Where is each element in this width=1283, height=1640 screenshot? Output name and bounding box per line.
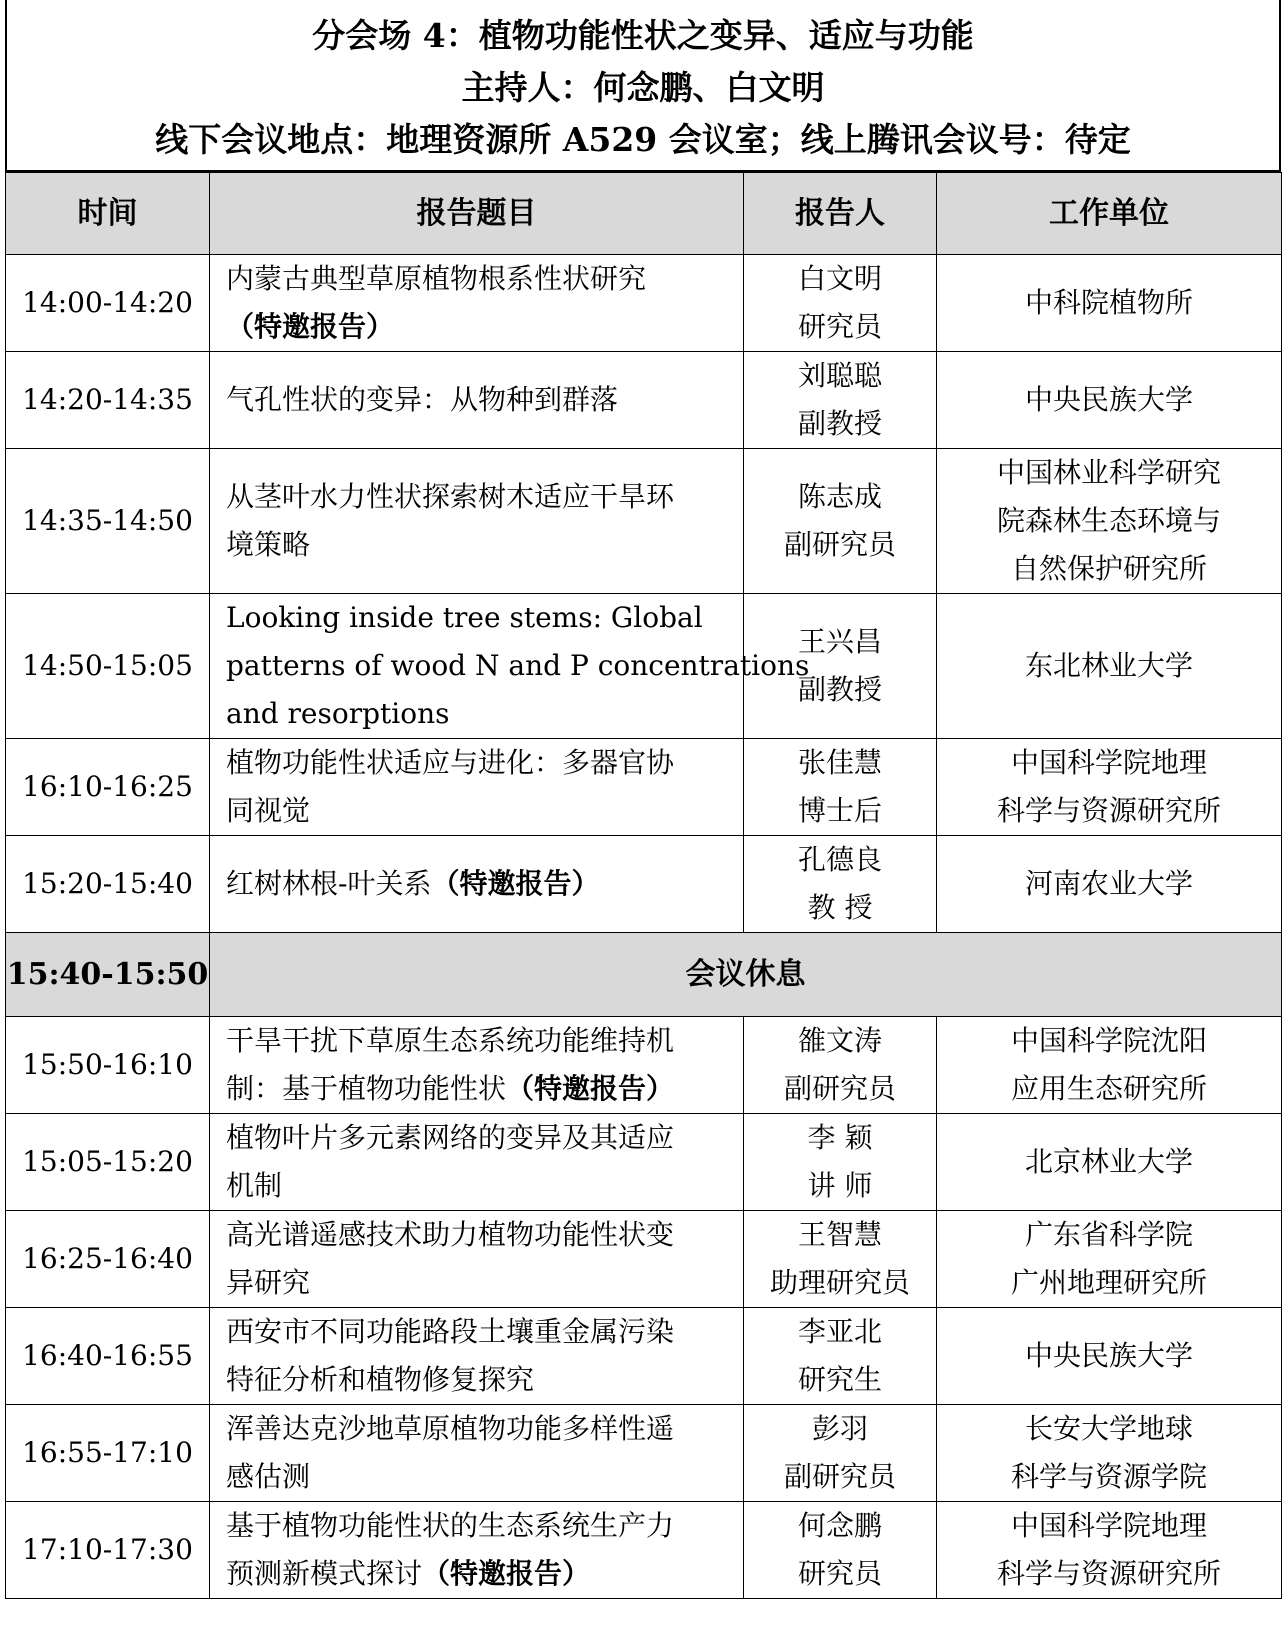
break-time: 15:40-15:50 bbox=[6, 933, 210, 1017]
topic-line: 制：基于植物功能性状（特邀报告） bbox=[226, 1072, 675, 1105]
org-cell bbox=[937, 594, 1282, 739]
org-line: 科学与资源研究所 bbox=[996, 794, 1221, 827]
org-cell bbox=[937, 1502, 1282, 1599]
speaker-line: 助理研究员 bbox=[769, 1266, 910, 1299]
invited-badge: （特邀报告） bbox=[506, 1072, 675, 1105]
speaker-line: 张佳慧 bbox=[797, 746, 882, 779]
topic-cell bbox=[210, 739, 744, 836]
table-row bbox=[6, 1017, 1282, 1114]
topic-line: 内蒙古典型草原植物根系性状研究 bbox=[226, 262, 647, 295]
speaker-cell bbox=[744, 1211, 937, 1308]
topic-line: 特征分析和植物修复探究 bbox=[226, 1363, 535, 1396]
speaker-line: 副教授 bbox=[797, 407, 882, 440]
topic-line: 基于植物功能性状的生态系统生产力 bbox=[226, 1509, 675, 1542]
table-row bbox=[6, 739, 1282, 836]
topic-cell bbox=[210, 255, 744, 352]
speaker-line: 副教授 bbox=[797, 673, 882, 706]
speaker-cell bbox=[744, 1017, 937, 1114]
topic-line: 干旱干扰下草原生态系统功能维持机 bbox=[226, 1024, 675, 1057]
time-cell: 16:40-16:55 bbox=[6, 1308, 210, 1405]
org-line: 河南农业大学 bbox=[1024, 867, 1193, 900]
org-cell bbox=[937, 739, 1282, 836]
org-line: 广州地理研究所 bbox=[1010, 1266, 1207, 1299]
speaker-line: 副研究员 bbox=[783, 1072, 896, 1105]
topic-line: 浑善达克沙地草原植物功能多样性遥 bbox=[226, 1412, 675, 1445]
org-line: 长安大学地球 bbox=[1024, 1412, 1193, 1445]
topic-line: patterns of wood N and P concentrations bbox=[226, 649, 810, 682]
org-line: 中国林业科学研究 bbox=[996, 456, 1221, 489]
table-row bbox=[6, 836, 1282, 933]
speaker-line: 孔德良 bbox=[797, 843, 882, 876]
speaker-line: 彭羽 bbox=[811, 1412, 868, 1445]
time-cell: 16:55-17:10 bbox=[6, 1405, 210, 1502]
speaker-line: 王智慧 bbox=[797, 1218, 882, 1251]
org-line: 中科院植物所 bbox=[1024, 286, 1193, 319]
speaker-line: 教 授 bbox=[807, 891, 873, 924]
topic-cell bbox=[210, 594, 810, 739]
time-cell: 15:05-15:20 bbox=[6, 1114, 210, 1211]
table-row bbox=[6, 1114, 1282, 1211]
topic-line: 植物功能性状适应与进化：多器官协 bbox=[226, 746, 675, 779]
topic-line: 从茎叶水力性状探索树木适应干旱环 bbox=[226, 480, 675, 513]
speaker-cell bbox=[744, 1308, 937, 1405]
speaker-line: 何念鹏 bbox=[797, 1509, 882, 1542]
topic-cell bbox=[210, 836, 744, 933]
topic-line: 高光谱遥感技术助力植物功能性状变 bbox=[226, 1218, 675, 1251]
table-row bbox=[6, 255, 1282, 352]
org-line: 科学与资源学院 bbox=[1010, 1460, 1207, 1493]
org-cell bbox=[937, 1308, 1282, 1405]
time-cell: 14:35-14:50 bbox=[6, 449, 210, 594]
topic-line: 红树林根-叶关系（特邀报告） bbox=[226, 867, 600, 900]
topic-cell bbox=[210, 1308, 744, 1405]
org-cell bbox=[937, 352, 1282, 449]
org-cell bbox=[937, 449, 1282, 594]
topic-cell bbox=[210, 352, 744, 449]
speaker-line: 研究员 bbox=[797, 1557, 882, 1590]
org-line: 中央民族大学 bbox=[1024, 383, 1193, 416]
topic-line: 预测新模式探讨（特邀报告） bbox=[226, 1557, 591, 1590]
time-cell: 15:50-16:10 bbox=[6, 1017, 210, 1114]
time-cell: 16:25-16:40 bbox=[6, 1211, 210, 1308]
schedule-body bbox=[6, 173, 1282, 1599]
break-label: 会议休息 bbox=[210, 933, 1282, 1017]
topic-line: 境策略 bbox=[226, 528, 311, 561]
topic-line: 同视觉 bbox=[226, 794, 311, 827]
org-cell bbox=[937, 1017, 1282, 1114]
session-header bbox=[5, 0, 1281, 172]
topic-line: 机制 bbox=[226, 1169, 283, 1202]
table-row bbox=[6, 1502, 1282, 1599]
speaker-cell bbox=[744, 739, 937, 836]
topic-cell bbox=[210, 1405, 744, 1502]
org-line: 中央民族大学 bbox=[1024, 1339, 1193, 1372]
time-cell: 14:50-15:05 bbox=[6, 594, 210, 739]
column-header-speaker: 报告人 bbox=[744, 173, 937, 255]
schedule-table bbox=[5, 172, 1282, 1599]
org-line: 北京林业大学 bbox=[1024, 1145, 1193, 1178]
org-line: 中国科学院沈阳 bbox=[1010, 1024, 1207, 1057]
org-line: 应用生态研究所 bbox=[1010, 1072, 1207, 1105]
speaker-line: 副研究员 bbox=[783, 528, 896, 561]
topic-line: and resorptions bbox=[226, 697, 450, 730]
topic-line: 植物叶片多元素网络的变异及其适应 bbox=[226, 1121, 675, 1154]
topic-line: 气孔性状的变异：从物种到群落 bbox=[226, 383, 619, 416]
time-cell: 14:00-14:20 bbox=[6, 255, 210, 352]
speaker-line: 研究生 bbox=[797, 1363, 882, 1396]
org-line: 中国科学院地理 bbox=[1010, 1509, 1207, 1542]
session-hosts: 主持人：何念鹏、白文明 bbox=[461, 68, 825, 107]
session-venue: 线下会议地点：地理资源所 A529 会议室；线上腾讯会议号：待定 bbox=[155, 120, 1131, 159]
session-title: 分会场 4：植物功能性状之变异、适应与功能 bbox=[312, 16, 974, 55]
invited-badge: （特邀报告） bbox=[226, 310, 395, 343]
speaker-line: 讲 师 bbox=[807, 1169, 873, 1202]
speaker-line: 副研究员 bbox=[783, 1460, 896, 1493]
org-cell bbox=[937, 836, 1282, 933]
org-line: 院森林生态环境与 bbox=[996, 504, 1221, 537]
invited-badge: （特邀报告） bbox=[431, 867, 600, 900]
speaker-line: 李亚北 bbox=[797, 1315, 882, 1348]
speaker-line: 雒文涛 bbox=[797, 1024, 882, 1057]
org-cell bbox=[937, 1114, 1282, 1211]
speaker-line: 王兴昌 bbox=[797, 625, 882, 658]
speaker-cell bbox=[744, 836, 937, 933]
column-header-org: 工作单位 bbox=[937, 173, 1282, 255]
schedule-sheet bbox=[5, 0, 1281, 1599]
org-cell bbox=[937, 1211, 1282, 1308]
table-row bbox=[6, 352, 1282, 449]
column-header-topic: 报告题目 bbox=[210, 173, 744, 255]
invited-badge: （特邀报告） bbox=[422, 1557, 591, 1590]
topic-line: 感估测 bbox=[226, 1460, 311, 1493]
time-cell: 17:10-17:30 bbox=[6, 1502, 210, 1599]
org-line: 中国科学院地理 bbox=[1010, 746, 1207, 779]
topic-cell bbox=[210, 449, 744, 594]
topic-cell bbox=[210, 1017, 744, 1114]
speaker-line: 研究员 bbox=[797, 310, 882, 343]
speaker-cell bbox=[744, 255, 937, 352]
speaker-line: 陈志成 bbox=[797, 480, 882, 513]
table-row bbox=[6, 1308, 1282, 1405]
org-cell bbox=[937, 1405, 1282, 1502]
topic-cell bbox=[210, 1211, 744, 1308]
topic-line: Looking inside tree stems: Global bbox=[226, 601, 703, 634]
table-row bbox=[6, 594, 1282, 739]
speaker-line: 白文明 bbox=[797, 262, 882, 295]
org-line: 东北林业大学 bbox=[1024, 649, 1193, 682]
topic-cell bbox=[210, 1502, 744, 1599]
speaker-line: 博士后 bbox=[797, 794, 882, 827]
org-line: 广东省科学院 bbox=[1024, 1218, 1193, 1251]
time-cell: 14:20-14:35 bbox=[6, 352, 210, 449]
topic-line: 西安市不同功能路段土壤重金属污染 bbox=[226, 1315, 675, 1348]
speaker-cell bbox=[744, 1405, 937, 1502]
speaker-cell bbox=[744, 449, 937, 594]
table-row bbox=[6, 449, 1282, 594]
time-cell: 16:10-16:25 bbox=[6, 739, 210, 836]
speaker-line: 刘聪聪 bbox=[797, 359, 882, 392]
org-line: 自然保护研究所 bbox=[1010, 552, 1207, 585]
table-row bbox=[6, 1405, 1282, 1502]
speaker-cell bbox=[744, 1502, 937, 1599]
break-row bbox=[6, 933, 1282, 1017]
column-header-row bbox=[6, 173, 1282, 255]
speaker-line: 李 颖 bbox=[807, 1121, 873, 1154]
time-cell: 15:20-15:40 bbox=[6, 836, 210, 933]
org-line: 科学与资源研究所 bbox=[996, 1557, 1221, 1590]
column-header-time: 时间 bbox=[6, 173, 210, 255]
speaker-cell bbox=[744, 1114, 937, 1211]
org-cell bbox=[937, 255, 1282, 352]
topic-line: 异研究 bbox=[226, 1266, 311, 1299]
topic-cell bbox=[210, 1114, 744, 1211]
table-row bbox=[6, 1211, 1282, 1308]
topic-line bbox=[226, 303, 737, 351]
speaker-cell bbox=[744, 352, 937, 449]
